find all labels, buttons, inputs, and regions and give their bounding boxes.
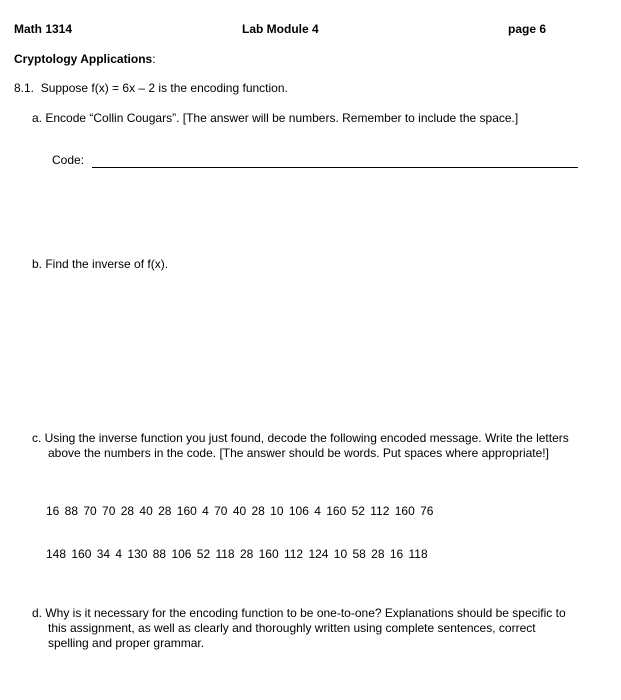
part-d-question	[32, 606, 572, 651]
part-b-question: b. Find the inverse of f(x).	[32, 257, 169, 271]
section-colon: :	[152, 52, 156, 66]
part-d-text: d. Why is it necessary for the encoding function to be one-to-one? Explanations should be specific to this assignment, as well as clearly and thoroughly written using complete sentences, correct spelling and proper grammar.	[32, 606, 566, 650]
module-title: Lab Module 4	[242, 22, 319, 36]
cipher-line-2: 148 160 34 4 130 88 106 52 118 28 160 112 124 10 58 28 16 118	[46, 547, 428, 561]
code-label: Code:	[52, 153, 85, 167]
problem-number: 8.1.	[14, 81, 35, 95]
problem-statement	[14, 81, 288, 96]
section-title: Cryptology Applications	[14, 52, 153, 66]
cipher-line-1: 16 88 70 70 28 40 28 160 4 70 40 28 10 106 4 160 52 112 160 76	[46, 504, 434, 518]
section-heading	[14, 52, 156, 67]
problem-text: Suppose f(x) = 6x – 2 is the encoding function.	[40, 81, 288, 95]
part-c-question	[32, 431, 577, 461]
code-answer-line[interactable]	[92, 167, 578, 168]
page-number: page 6	[508, 22, 547, 36]
part-a-question: a. Encode “Collin Cougars”. [The answer will be numbers. Remember to include the space.]	[32, 111, 519, 125]
course-title: Math 1314	[14, 22, 73, 36]
part-c-text: c. Using the inverse function you just found, decode the following encoded message. Write the letters above the numbers in the code. [The answer should be words. Put spaces where appropriate!]	[32, 431, 569, 460]
